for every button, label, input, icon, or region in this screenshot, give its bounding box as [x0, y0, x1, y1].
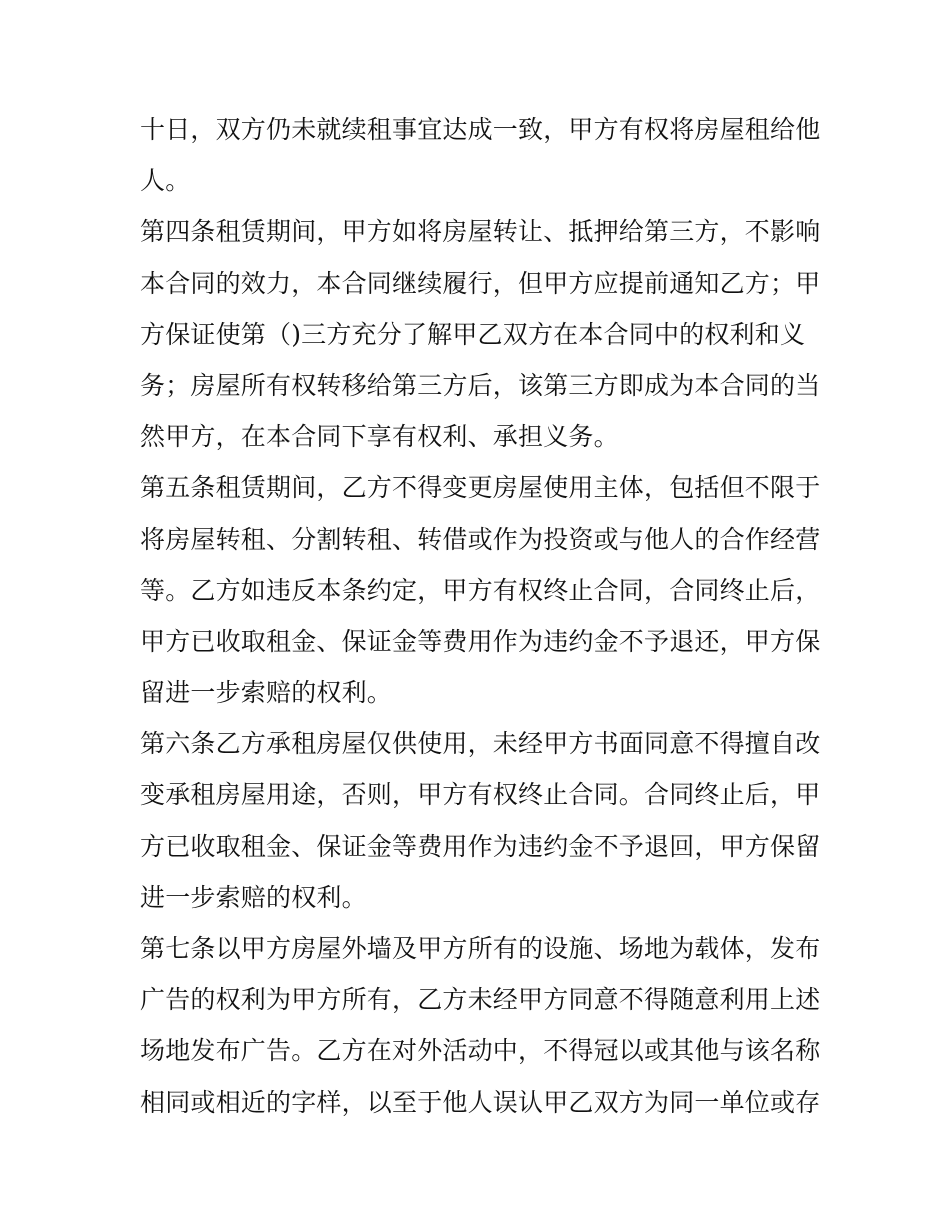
- text-line: 第七条以甲方房屋外墙及甲方所有的设施、场地为载体，发布: [140, 934, 821, 963]
- text-line: 留进一步索赔的权利。: [140, 678, 393, 708]
- text-line: 十日，双方仍未就续租事宜达成一致，甲方有权将房屋租给他: [140, 115, 821, 144]
- text-line: 进一步索赔的权利。: [140, 882, 367, 912]
- text-line: 方已收取租金、保证金等费用作为违约金不予退回，甲方保留: [140, 831, 821, 861]
- text-line: 务；房屋所有权转移给第三方后，该第三方即成为本合同的当: [140, 370, 821, 400]
- text-line: 方保证使第（)三方充分了解甲乙双方在本合同中的权利和义: [140, 319, 806, 349]
- text-line: 第四条租赁期间，甲方如将房屋转让、抵押给第三方，不影响: [140, 217, 821, 247]
- text-line: 然甲方，在本合同下享有权利、承担义务。: [140, 422, 619, 452]
- text-line: 人。: [140, 166, 191, 196]
- text-line: 场地发布广告。乙方在对外活动中，不得冠以或其他与该名称: [140, 1036, 821, 1066]
- text-line: 变承租房屋用途，否则，甲方有权终止合同。合同终止后，甲: [140, 780, 821, 810]
- text-line: 相同或相近的字样，以至于他人误认甲乙双方为同一单位或存: [140, 1087, 821, 1117]
- text-line: 等。乙方如违反本条约定，甲方有权终止合同，合同终止后，: [140, 575, 821, 605]
- text-line: 广告的权利为甲方所有，乙方未经甲方同意不得随意利用上述: [140, 985, 821, 1015]
- text-line: 甲方已收取租金、保证金等费用作为违约金不予退还，甲方保: [140, 626, 821, 656]
- text-line: 第六条乙方承租房屋仅供使用，未经甲方书面同意不得擅自改: [140, 729, 821, 759]
- text-line: 本合同的效力，本合同继续履行，但甲方应提前通知乙方；甲: [140, 268, 821, 298]
- text-line: 将房屋转租、分割转租、转借或作为投资或与他人的合作经营: [140, 524, 821, 554]
- contract-text: [140, 104, 821, 1128]
- text-line: 第五条租赁期间，乙方不得变更房屋使用主体，包括但不限于: [140, 473, 821, 503]
